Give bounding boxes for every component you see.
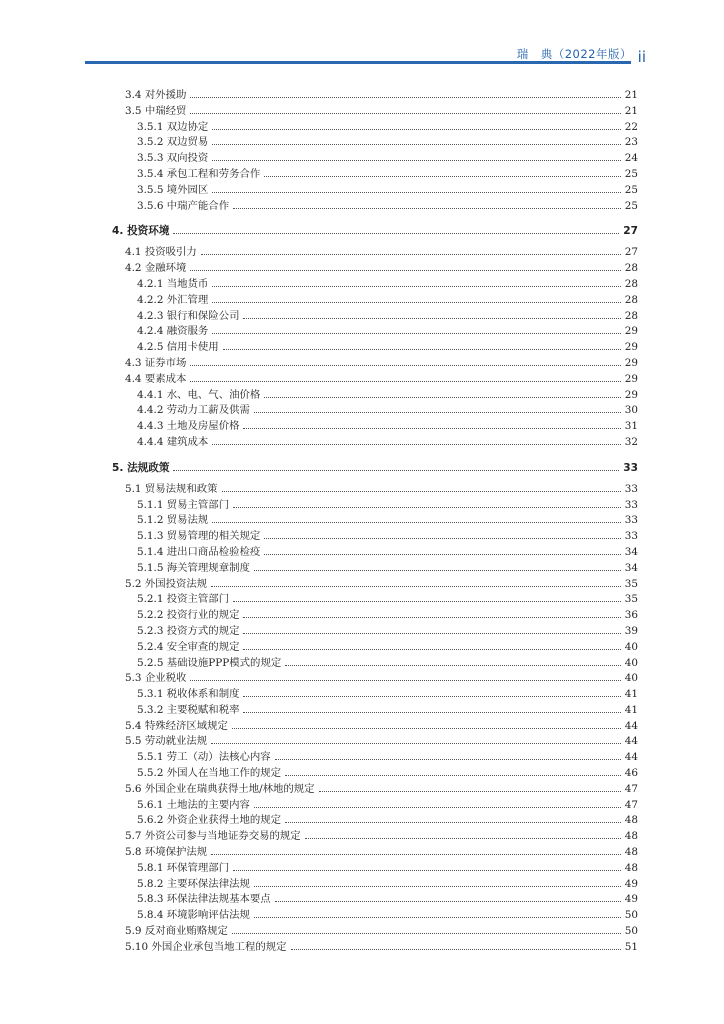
- dot-leader: [232, 932, 621, 934]
- toc-entry-page: 44: [624, 719, 638, 732]
- dot-leader: [264, 553, 621, 555]
- toc-entry-page: 27: [624, 246, 638, 259]
- toc-entry-page: 28: [624, 293, 638, 306]
- toc-entry-label: 5.3.2 主要税赋和税率: [137, 703, 240, 716]
- toc-entry[interactable]: [112, 199, 638, 215]
- toc-entry[interactable]: [112, 782, 638, 798]
- toc-entry-page: 33: [624, 482, 638, 495]
- dot-leader: [243, 632, 620, 634]
- toc-entry[interactable]: [112, 813, 638, 829]
- dot-leader: [212, 143, 620, 145]
- dot-leader: [285, 664, 621, 666]
- toc-entry-page: 25: [624, 183, 638, 196]
- dot-leader: [201, 253, 621, 255]
- dot-leader: [212, 285, 620, 287]
- toc-entry-label: 5.8.1 环保管理部门: [137, 861, 230, 874]
- toc-entry[interactable]: [112, 671, 638, 687]
- toc-entry-label: 4.4.2 劳动力工薪及供需: [137, 404, 250, 417]
- toc-entry-page: 23: [624, 136, 638, 149]
- toc-entry[interactable]: [112, 88, 638, 104]
- toc-entry-label: 5.2.1 投资主管部门: [137, 593, 230, 606]
- toc-entry-page: 25: [624, 167, 638, 180]
- toc-entry-page: 24: [624, 152, 638, 165]
- dot-leader: [254, 411, 621, 413]
- toc-entry-page: 21: [624, 89, 638, 101]
- toc-entry-label: 3.5.4 承包工程和劳务合作: [137, 167, 261, 180]
- toc-entry-page: 29: [624, 372, 638, 385]
- toc-entry[interactable]: [112, 356, 638, 372]
- dot-leader: [190, 380, 620, 382]
- toc-entry-page: 40: [624, 672, 638, 685]
- dot-leader: [233, 506, 621, 508]
- toc-entry-label: 4.2.1 当地货币: [137, 277, 209, 290]
- toc-entry[interactable]: [112, 750, 638, 766]
- dot-leader: [254, 885, 621, 887]
- toc-entry[interactable]: [112, 309, 638, 325]
- toc-entry-page: 35: [624, 577, 638, 590]
- dot-leader: [212, 443, 620, 445]
- toc-entry-page: 21: [624, 104, 638, 117]
- toc-entry-label: 4.2.2 外汇管理: [137, 293, 209, 306]
- toc-entry-page: 48: [624, 846, 638, 859]
- toc-entry-page: 47: [624, 798, 638, 811]
- toc-entry-label: 4.2 金融环境: [125, 262, 187, 275]
- toc-entry-page: 33: [624, 530, 638, 543]
- toc-entry-label: 5.3.1 税收体系和制度: [137, 688, 240, 701]
- dot-leader: [243, 711, 620, 713]
- toc-entry-label: 5.8 环境保护法规: [125, 846, 208, 859]
- toc-entry-page: 35: [624, 593, 638, 606]
- toc-entry-label: 5.5 劳动就业法规: [125, 735, 208, 748]
- dot-leader: [212, 128, 620, 130]
- toc-entry-label: 4.2.5 信用卡使用: [137, 341, 219, 354]
- toc-entry-label: 5.1.1 贸易主管部门: [137, 498, 230, 511]
- toc-entry[interactable]: [112, 703, 638, 719]
- toc-entry[interactable]: [112, 656, 638, 672]
- dot-leader: [211, 585, 621, 587]
- toc-entry-label: 5.2 外国投资法规: [125, 577, 208, 590]
- dot-leader: [243, 616, 620, 618]
- toc-entry-label: 5.8.4 环境影响评估法规: [137, 909, 250, 922]
- dot-leader: [222, 490, 621, 492]
- toc-entry-label: 5.6.2 外资企业获得土地的规定: [137, 814, 282, 827]
- toc-entry[interactable]: [112, 592, 638, 608]
- toc-entry-page: 29: [624, 388, 638, 401]
- toc-entry-page: 44: [624, 735, 638, 748]
- toc-entry[interactable]: [112, 167, 638, 183]
- toc-entry-label: 5.1 贸易法规和政策: [125, 482, 218, 495]
- dot-leader: [212, 521, 620, 523]
- dot-leader: [233, 207, 621, 209]
- dot-leader: [190, 269, 620, 271]
- dot-leader: [243, 317, 620, 319]
- toc-entry[interactable]: [112, 513, 638, 529]
- toc-entry-page: 27: [623, 225, 638, 238]
- toc-entry[interactable]: [112, 687, 638, 703]
- toc-entry-page: 40: [624, 656, 638, 669]
- toc-entry-page: 33: [623, 461, 638, 474]
- toc-entry[interactable]: [112, 940, 638, 956]
- toc-entry-page: 51: [624, 940, 638, 953]
- toc-entry[interactable]: [112, 261, 638, 277]
- dot-leader: [232, 727, 621, 729]
- toc-entry[interactable]: [112, 104, 638, 120]
- toc-entry[interactable]: [112, 151, 638, 167]
- toc-entry-label: 5.4 特殊经济区域规定: [125, 719, 228, 732]
- toc-entry[interactable]: [112, 892, 638, 908]
- dot-leader: [211, 853, 621, 855]
- toc-entry[interactable]: [112, 829, 638, 845]
- toc-entry-page: 44: [624, 751, 638, 764]
- toc-entry-label: 5. 法规政策: [112, 461, 170, 474]
- dot-leader: [173, 232, 619, 234]
- toc-entry[interactable]: [112, 861, 638, 877]
- toc-entry[interactable]: [112, 545, 638, 561]
- toc-entry-label: 5.2.3 投资方式的规定: [137, 624, 240, 637]
- toc-entry-label: 3.5.2 双边贸易: [137, 136, 209, 149]
- toc-entry-page: 41: [624, 688, 638, 701]
- dot-leader: [285, 821, 621, 823]
- dot-leader: [173, 469, 619, 471]
- toc-entry-page: 39: [624, 624, 638, 637]
- toc-entry-label: 3.4 对外援助: [125, 89, 187, 101]
- toc-entry[interactable]: [112, 766, 638, 782]
- toc-entry-label: 5.3 企业税收: [125, 672, 187, 685]
- toc-entry-label: 5.1.3 贸易管理的相关规定: [137, 530, 261, 543]
- table-of-contents: [112, 88, 638, 956]
- toc-entry-page: 34: [624, 545, 638, 558]
- toc-entry-label: 5.1.2 贸易法规: [137, 514, 209, 527]
- toc-entry[interactable]: [112, 372, 638, 388]
- toc-entry-label: 5.2.5 基础设施PPP模式的规定: [137, 656, 282, 669]
- toc-entry-page: 49: [624, 877, 638, 890]
- toc-entry-label: 4.4.3 土地及房屋价格: [137, 420, 240, 433]
- toc-entry[interactable]: [112, 245, 638, 261]
- dot-leader: [212, 191, 620, 193]
- toc-entry[interactable]: [112, 640, 638, 656]
- toc-entry-label: 3.5.6 中瑞产能合作: [137, 199, 230, 212]
- toc-entry-label: 4.4.4 建筑成本: [137, 435, 209, 448]
- dot-leader: [319, 790, 621, 792]
- toc-entry-label: 3.5 中瑞经贸: [125, 104, 187, 117]
- toc-entry[interactable]: [112, 845, 638, 861]
- toc-entry[interactable]: [112, 120, 638, 136]
- toc-entry-page: 40: [624, 640, 638, 653]
- toc-entry-page: 36: [624, 609, 638, 622]
- toc-chapter-entry[interactable]: [112, 223, 638, 240]
- toc-entry[interactable]: [112, 277, 638, 293]
- dot-leader: [305, 837, 621, 839]
- toc-entry-label: 5.1.4 进出口商品检验检疫: [137, 545, 261, 558]
- toc-entry-page: 28: [624, 262, 638, 275]
- header-rule: [85, 61, 631, 64]
- toc-entry-label: 4.1 投资吸引力: [125, 246, 197, 259]
- toc-chapter-entry[interactable]: [112, 460, 638, 477]
- toc-entry[interactable]: [112, 388, 638, 404]
- toc-entry-page: 29: [624, 356, 638, 369]
- toc-entry[interactable]: [112, 135, 638, 151]
- dot-leader: [275, 758, 621, 760]
- toc-entry[interactable]: [112, 719, 638, 735]
- toc-entry-label: 3.5.3 双向投资: [137, 152, 209, 165]
- dot-leader: [212, 332, 620, 334]
- toc-entry[interactable]: [112, 734, 638, 750]
- dot-leader: [264, 537, 621, 539]
- toc-entry-page: 33: [624, 498, 638, 511]
- toc-entry[interactable]: [112, 798, 638, 814]
- toc-entry-label: 5.2.4 安全审查的规定: [137, 640, 240, 653]
- toc-entry-label: 5.2.2 投资行业的规定: [137, 609, 240, 622]
- toc-entry-page: 31: [624, 420, 638, 433]
- toc-entry-label: 4.2.3 银行和保险公司: [137, 309, 240, 322]
- toc-entry-page: 49: [624, 893, 638, 906]
- toc-entry-label: 5.7 外资公司参与当地证券交易的规定: [125, 830, 301, 843]
- toc-entry[interactable]: [112, 908, 638, 924]
- dot-leader: [254, 806, 621, 808]
- toc-entry-page: 41: [624, 703, 638, 716]
- toc-entry[interactable]: [112, 183, 638, 199]
- dot-leader: [190, 112, 620, 114]
- dot-leader: [233, 600, 621, 602]
- dot-leader: [243, 648, 620, 650]
- toc-entry[interactable]: [112, 577, 638, 593]
- toc-entry-page: 25: [624, 199, 638, 212]
- page-number: ii: [637, 48, 646, 66]
- dot-leader: [243, 695, 620, 697]
- dot-leader: [223, 348, 621, 350]
- toc-entry-page: 28: [624, 309, 638, 322]
- dot-leader: [212, 301, 620, 303]
- toc-entry-page: 30: [624, 404, 638, 417]
- toc-entry-page: 48: [624, 861, 638, 874]
- toc-entry[interactable]: [112, 435, 638, 451]
- dot-leader: [190, 96, 620, 98]
- toc-entry-label: 5.5.1 劳工（动）法核心内容: [137, 751, 271, 764]
- toc-entry-page: 29: [624, 341, 638, 354]
- toc-entry-page: 50: [624, 909, 638, 922]
- toc-entry-page: 28: [624, 277, 638, 290]
- toc-entry[interactable]: [112, 419, 638, 435]
- dot-leader: [190, 364, 620, 366]
- toc-entry[interactable]: [112, 324, 638, 340]
- toc-entry-label: 5.9 反对商业贿赂规定: [125, 925, 228, 938]
- toc-entry-label: 5.1.5 海关管理规章制度: [137, 561, 250, 574]
- toc-entry[interactable]: [112, 924, 638, 940]
- toc-entry-page: 29: [624, 325, 638, 338]
- dot-leader: [233, 869, 621, 871]
- toc-entry-label: 4.4.1 水、电、气、油价格: [137, 388, 261, 401]
- toc-entry[interactable]: [112, 482, 638, 498]
- dot-leader: [264, 396, 621, 398]
- dot-leader: [243, 427, 620, 429]
- toc-entry-label: 5.8.2 主要环保法律法规: [137, 877, 250, 890]
- toc-entry-label: 3.5.1 双边协定: [137, 120, 209, 133]
- dot-leader: [190, 679, 620, 681]
- toc-entry-label: 4.4 要素成本: [125, 372, 187, 385]
- toc-entry[interactable]: [112, 403, 638, 419]
- toc-entry-label: 4. 投资环境: [112, 225, 170, 238]
- toc-entry[interactable]: [112, 877, 638, 893]
- toc-entry-label: 5.6 外国企业在瑞典获得土地/林地的规定: [125, 782, 315, 795]
- header-title: 瑞 典（2022年版）: [516, 47, 632, 61]
- dot-leader: [291, 948, 621, 950]
- toc-entry-page: 47: [624, 782, 638, 795]
- dot-leader: [264, 175, 621, 177]
- toc-entry[interactable]: [112, 608, 638, 624]
- toc-entry-page: 22: [624, 120, 638, 133]
- toc-entry-page: 34: [624, 561, 638, 574]
- toc-entry[interactable]: [112, 624, 638, 640]
- toc-entry[interactable]: [112, 293, 638, 309]
- toc-entry-label: 5.10 外国企业承包当地工程的规定: [125, 940, 287, 953]
- toc-entry-label: 5.8.3 环保法律法规基本要点: [137, 893, 271, 906]
- dot-leader: [275, 900, 621, 902]
- toc-entry[interactable]: [112, 561, 638, 577]
- dot-leader: [254, 916, 621, 918]
- dot-leader: [285, 774, 621, 776]
- toc-entry-label: 4.3 证券市场: [125, 356, 187, 369]
- dot-leader: [211, 742, 621, 744]
- toc-entry[interactable]: [112, 529, 638, 545]
- toc-entry-page: 33: [624, 514, 638, 527]
- toc-entry[interactable]: [112, 340, 638, 356]
- toc-entry-page: 32: [624, 435, 638, 448]
- toc-entry-page: 50: [624, 925, 638, 938]
- toc-entry-label: 5.5.2 外国人在当地工作的规定: [137, 767, 282, 780]
- dot-leader: [212, 159, 620, 161]
- toc-entry[interactable]: [112, 498, 638, 514]
- toc-entry-page: 46: [624, 767, 638, 780]
- toc-entry-label: 4.2.4 融资服务: [137, 325, 209, 338]
- toc-entry-label: 5.6.1 土地法的主要内容: [137, 798, 250, 811]
- toc-entry-page: 48: [624, 830, 638, 843]
- toc-entry-label: 3.5.5 境外园区: [137, 183, 209, 196]
- toc-entry-page: 48: [624, 814, 638, 827]
- dot-leader: [254, 569, 621, 571]
